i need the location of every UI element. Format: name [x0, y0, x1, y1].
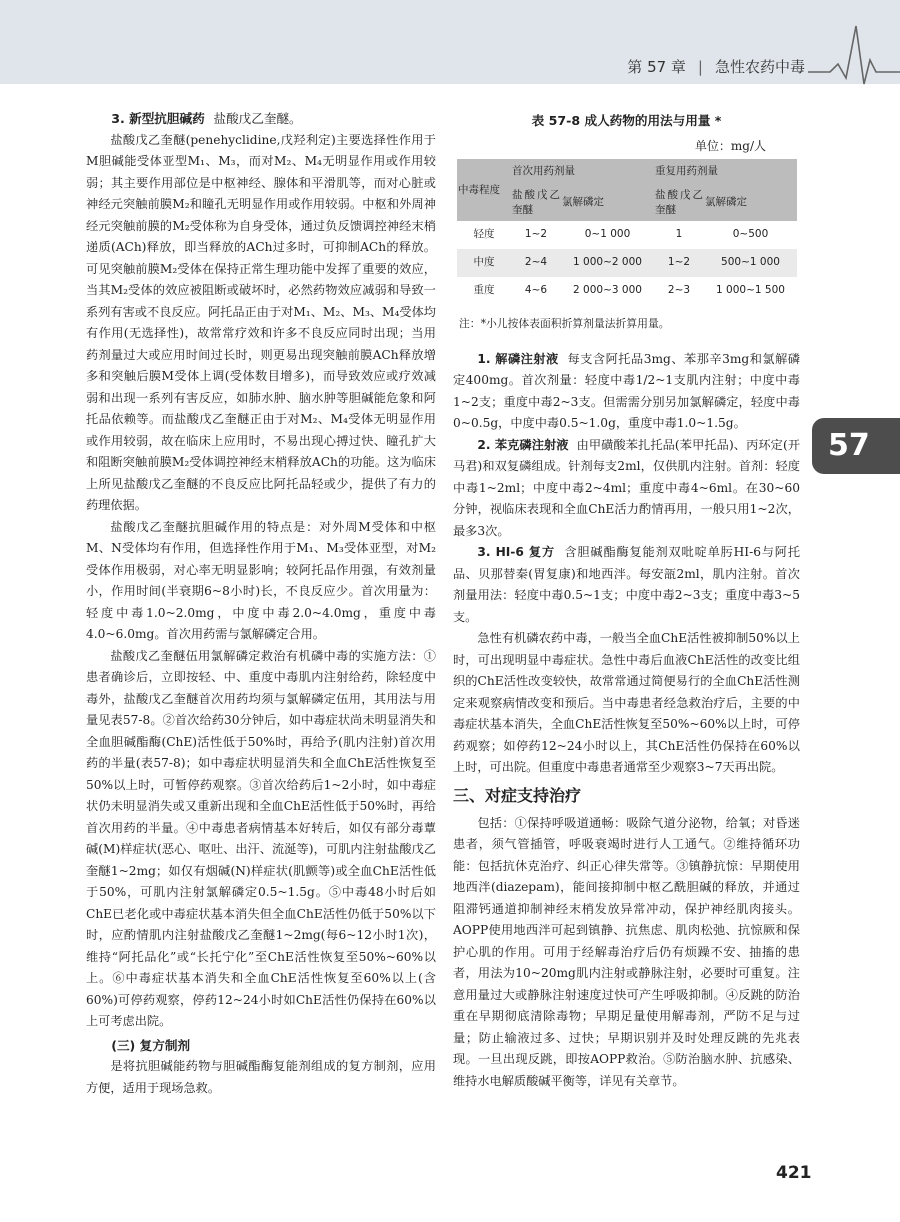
section-heading-supportive: 三、对症支持治疗: [453, 785, 582, 805]
table-header-degree: 中毒程度: [457, 159, 511, 221]
table-row: 重度 4~6 2 000~3 000 2~3 1 000~1 500: [457, 277, 797, 305]
table-unit: 单位：mg/人: [694, 138, 766, 153]
paragraph: 盐酸戊乙奎醚抗胆碱作用的特点是：对外周M受体和中枢M、N受体均有作用，但选择性作用于M₁、M₃受体亚型，对M₂受体作用极弱，对心率无明显影响；较阿托品作用强，有效剂量小，作用时间(半衰期6~8小时)长，不良反应少。首次用量为：轻度中毒1.0~2.0mg，中度中毒2.0~4.0mg，重度中毒4.0~6.0mg。首次用药需与氯解磷定合用。: [86, 519, 436, 641]
table-title: 表 57-8 成人药物的用法与用量 *: [531, 113, 722, 128]
table-header-drug-b: 氯解磷定: [704, 185, 797, 221]
paragraph: 2. 苯克磷注射液 由甲磺酸苯扎托品(苯甲托品)、丙环定(开马君)和双复磷组成。针剂每支2ml，仅供肌内注射。首剂：轻度中毒1~2ml；中度中毒2~4ml；重度中毒4~6ml。在30~60分钟，视临床表现和全血ChE活力酌情再用，一般只用1~2次，最多3次。: [453, 437, 801, 538]
table-header-first: 首次用药剂量: [511, 159, 654, 185]
header-separator: |: [697, 58, 703, 76]
chapter-title: 急性农药中毒: [714, 58, 805, 76]
paragraph: 1. 解磷注射液 每支含阿托品3mg、苯那辛3mg和氯解磷定400mg。首次剂量：轻度中毒1/2~1支肌内注射；中度中毒1~2支；重度中毒2~3支。但需需分别另加氯解磷定，轻度中毒0~0.5g，中度中毒0.5~1.0g，重度中毒1.0~1.5g。: [453, 351, 800, 430]
right-column: [453, 108, 800, 1092]
table-footnote: 注：*小儿按体表面积折算剂量法折算用量。: [459, 317, 670, 330]
paragraph: 盐酸戊乙奎醚伍用氯解磷定救治有机磷中毒的实施方法：①患者确诊后，立即按轻、中、重度中毒肌内注射给药，除轻度中毒外，盐酸戊乙奎醚首次用药均须与氯解磷定伍用，其用法与用量见表57-8。②首次给药30分钟后，如中毒症状尚未明显消失和全血胆碱酯酶(ChE)活性低于50%时，再给予(肌内注射)首次用药的半量(表57-8)；如中毒症状明显消失和全血ChE活性恢复至50%以上时，可暂停药观察。③首次给药后1~2小时，如中毒症状仍未明显消失或又重新出现和全血ChE活性低于50%时，再给首次用药的半量。④中毒患者病情基本好转后，如仅有部分毒蕈碱(M)样症状(恶心、呕吐、出汗、流涎等)，可肌内注射盐酸戊乙奎醚1~2mg；如仅有烟碱(N)样症状(肌颤等)或全血ChE活性低于50%，可肌内注射氯解磷定0.5~1.5g。⑤中毒48小时后如ChE已老化或中毒症状基本消失但全血ChE活性仍低于50%以下时，应酌情肌内注射盐酸戊乙奎醚1~2mg(每6~12小时1次)，维持“阿托品化”或“长托宁化”至ChE活性恢复至50%~60%以上。⑥中毒症状基本消失和全血ChE活性恢复至60%以上(含60%)可停药观察，停药12~24小时如ChE活性仍保持在60%以上可考虑出院。: [86, 648, 436, 1028]
section-heading-new-anticholinergic: 3. 新型抗胆碱药 盐酸戊乙奎醚。: [111, 111, 302, 126]
ecg-line-icon: [808, 20, 900, 90]
table-row: 中度 2~4 1 000~2 000 1~2 500~1 000: [457, 249, 797, 277]
section-heading-compound: (三) 复方制剂: [111, 1037, 191, 1053]
chapter-number: 第 57 章: [627, 58, 686, 76]
table-header-repeat: 重复用药剂量: [654, 159, 797, 185]
chapter-side-tab: 57: [812, 418, 900, 474]
paragraph: 急性有机磷农药中毒，一般当全血ChE活性被抑制50%以上时，可出现明显中毒症状。急性中毒后血液ChE活性的改变比组织的ChE活性改变较快，故常常通过简便易行的全血ChE活性测定来观察病情改变和预后。当中毒患者经急救治疗后，主要的中毒症状基本消失，全血ChE活性恢复至50%~60%以上时，可停药观察；如停药12~24小时以上，其ChE活性仍保持在60%以上时，可出院。但重度中毒患者通常至少观察3~7天再出院。: [453, 631, 800, 774]
table-header-drug-b: 氯解磷定: [561, 185, 654, 221]
table-header-drug-a: 盐酸戊乙奎醚: [511, 185, 561, 221]
left-column: [86, 108, 436, 1099]
running-header: [627, 56, 805, 77]
page-number: 421: [776, 1163, 812, 1183]
table-row: 轻度 1~2 0~1 000 1 0~500: [457, 221, 797, 249]
paragraph: 3. HI-6 复方 含胆碱酯酶复能剂双吡啶单肟HI-6与阿托品、贝那替秦(胃复康)和地西泮。每安瓿2ml，肌内注射。首次剂量用法：轻度中毒0.5~1支；中度中毒2~3支；重度中毒3~5支。: [453, 545, 801, 624]
paragraph: 是将抗胆碱能药物与胆碱酯酶复能剂组成的复方制剂，应用方便，适用于现场急救。: [86, 1059, 436, 1095]
paragraph: 包括：①保持呼吸道通畅：吸除气道分泌物，给氧；对昏迷患者，须气管插管，呼吸衰竭时进行人工通气。②维持循环功能：包括抗休克治疗、纠正心律失常等。③镇静抗惊：早期使用地西泮(diazepam)，能间接抑制中枢乙酰胆碱的释放，并通过阻滞钙通道抑制神经末梢发放异常冲动，保护神经肌肉接头。AOPP使用地西泮可起到镇静、抗焦虑、肌肉松弛、抗惊厥和保护心肌的作用。可用于经解毒治疗后仍有烦躁不安、抽搐的患者，用法为10~20mg肌内注射或静脉注射，必要时可重复。注意用量过大或静脉注射速度过快可产生呼吸抑制。④反跳的防治重在早期彻底清除毒物；早期足量使用解毒剂，严防不足与过量；防止输液过多、过快；早期识别并及时处理反跳的先兆表现。一旦出现反跳，即按AOPP救治。⑤防治脑水肿、抗感染、维持水电解质酸碱平衡等，详见有关章节。: [453, 815, 800, 1088]
table-header-drug-a: 盐酸戊乙奎醚: [654, 185, 704, 221]
dosage-table: [457, 159, 797, 305]
paragraph: 盐酸戊乙奎醚(penehyclidine,戊羟利定)主要选择性作用于M胆碱能受体亚型M₁、M₃，而对M₂、M₄无明显作用或作用较弱；其主要作用部位是中枢神经、腺体和平滑肌等，而对心脏或神经元突触前膜M₂和瞳孔无明显作用或作用较弱。中枢和外周神经元突触前膜的M₂受体称为自身受体，通过负反馈调控神经末梢递质(ACh)释放，即当释放的ACh过多时，可抑制ACh的释放。可见突触前膜M₂受体在保持正常生理功能中发挥了重要的效应，当其M₂受体的效应被阻断或破坏时，必然药物效应减弱和导致一系列有害或不良反应。阿托品正由于对M₁、M₂、M₃、M₄受体均有作用(无选择性)，故常常疗效和许多不良反应同时出现；当用药剂量过大或应用时间过长时，则更易出现突触前膜ACh释放增多和突触后膜M受体上调(受体数目增多)，而导致效应或疗效减弱和出现一系列有害反应，如肺水肿、脑水肿等胆碱能危象和阿托品依赖等。而盐酸戊乙奎醚正由于对M₂、M₄受体无明显作用或作用较弱，故在临床上应用时，不易出现心搏过快、瞳孔扩大和阻断突触前膜M₂受体调控神经末梢释放ACh的功能。这为临床上所见盐酸戊乙奎醚的不良反应比阿托品轻或少，提供了有力的药理依据。: [86, 132, 436, 512]
